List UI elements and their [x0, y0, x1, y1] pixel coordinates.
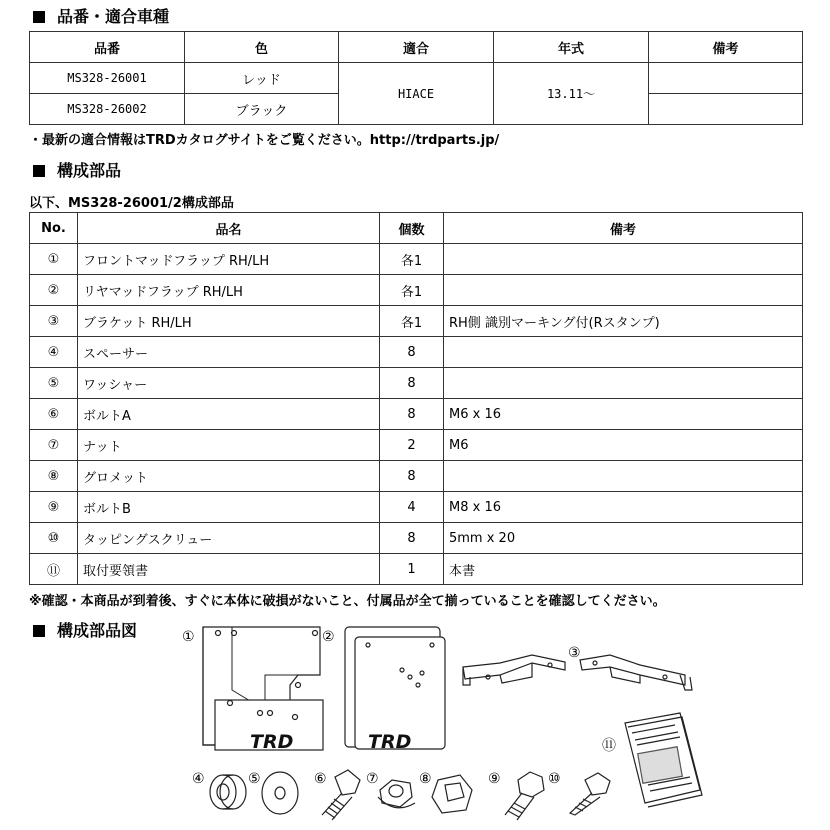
instruction-booklet-figure: [625, 713, 702, 807]
square-bullet-icon: [33, 165, 45, 177]
confirm-note: ※確認・本商品が到着後、すぐに本体に破損がないこと、付属品が全て揃っていることを確認してください。: [29, 594, 666, 609]
diagram-label-3: ③: [568, 645, 581, 661]
component-no-cell: ②: [30, 275, 78, 306]
components-table: [29, 212, 803, 585]
component-name-cell: スペーサー: [78, 337, 380, 368]
component-no-cell: ⑨: [30, 492, 78, 523]
component-name-cell: フロントマッドフラップ RH/LH: [78, 244, 380, 275]
component-name-cell: ワッシャー: [78, 368, 380, 399]
table-row: [30, 337, 803, 368]
component-remarks-cell: [444, 275, 803, 306]
component-qty-cell: 8: [380, 337, 444, 368]
remarks-cell: [649, 94, 803, 125]
component-qty-cell: 8: [380, 523, 444, 554]
component-no-cell: ③: [30, 306, 78, 337]
diagram-label-7: ⑦: [366, 771, 379, 787]
component-name-cell: 取付要領書: [78, 554, 380, 585]
diagram-label-9: ⑨: [488, 771, 501, 787]
component-no-cell: ⑥: [30, 399, 78, 430]
remarks-cell: [649, 63, 803, 94]
component-name-cell: グロメット: [78, 461, 380, 492]
component-name-cell: ボルトB: [78, 492, 380, 523]
table-row: [30, 430, 803, 461]
component-name-cell: ブラケット RH/LH: [78, 306, 380, 337]
washer-figure: [262, 772, 298, 814]
component-qty-cell: 2: [380, 430, 444, 461]
fit-cell: HIACE: [339, 63, 494, 125]
table-row: [30, 63, 803, 94]
component-qty-cell: 各1: [380, 275, 444, 306]
section-heading-components: [33, 162, 121, 180]
component-remarks-cell: [444, 368, 803, 399]
section-title: 品番・適合車種: [57, 7, 170, 26]
components-subtitle: 以下、MS328-26001/2構成部品: [29, 196, 234, 211]
diagram-label-1: ①: [182, 629, 195, 645]
diagram-label-2: ②: [322, 629, 335, 645]
year-cell: 13.11〜: [494, 63, 649, 125]
component-qty-cell: 4: [380, 492, 444, 523]
component-qty-cell: 各1: [380, 244, 444, 275]
part-no-cell: MS328-26001: [30, 63, 185, 94]
component-remarks-cell: M6: [444, 430, 803, 461]
table-header-row: [30, 213, 803, 244]
component-no-cell: ⑪: [30, 554, 78, 585]
header-year: 年式: [494, 32, 649, 63]
section-heading-fitment: [33, 8, 169, 26]
square-bullet-icon: [33, 625, 45, 637]
color-cell: ブラック: [185, 94, 339, 125]
spacer-figure: [210, 775, 246, 809]
header-color: 色: [185, 32, 339, 63]
component-remarks-cell: [444, 461, 803, 492]
diagram-label-10: ⑩: [548, 771, 561, 787]
component-remarks-cell: RH側 識別マーキング付(Rスタンプ): [444, 306, 803, 337]
table-row: [30, 554, 803, 585]
diagram-label-11: ⑪: [602, 738, 616, 754]
component-no-cell: ④: [30, 337, 78, 368]
diagram-label-5: ⑤: [248, 771, 261, 787]
component-remarks-cell: 本書: [444, 554, 803, 585]
fitment-table: [29, 31, 803, 125]
section-heading-diagram: [33, 622, 137, 640]
component-no-cell: ⑩: [30, 523, 78, 554]
table-row: [30, 368, 803, 399]
header-no: No.: [30, 213, 78, 244]
table-row: [30, 399, 803, 430]
component-no-cell: ⑧: [30, 461, 78, 492]
bolt-a-figure: [322, 770, 360, 820]
catalog-info-note: ・最新の適合情報はTRDカタログサイトをご覧ください。http://trdparts.jp/: [29, 133, 500, 148]
section-title: 構成部品: [57, 161, 122, 180]
component-no-cell: ①: [30, 244, 78, 275]
diagram-label-4: ④: [192, 771, 205, 787]
trd-logo-front: TRD: [250, 731, 294, 753]
component-qty-cell: 1: [380, 554, 444, 585]
parts-diagram: [170, 615, 710, 825]
component-qty-cell: 8: [380, 399, 444, 430]
component-qty-cell: 8: [380, 461, 444, 492]
header-remarks: 備考: [444, 213, 803, 244]
tapping-screw-figure: [570, 773, 610, 815]
component-name-cell: リヤマッドフラップ RH/LH: [78, 275, 380, 306]
component-remarks-cell: [444, 244, 803, 275]
header-qty: 個数: [380, 213, 444, 244]
table-header-row: [30, 32, 803, 63]
header-remarks: 備考: [649, 32, 803, 63]
header-fit: 適合: [339, 32, 494, 63]
table-row: [30, 275, 803, 306]
nut-figure: [378, 780, 415, 808]
header-name: 品名: [78, 213, 380, 244]
component-qty-cell: 各1: [380, 306, 444, 337]
grommet-figure: [432, 775, 472, 813]
diagram-label-6: ⑥: [314, 771, 327, 787]
component-name-cell: ナット: [78, 430, 380, 461]
component-qty-cell: 8: [380, 368, 444, 399]
component-remarks-cell: M8 x 16: [444, 492, 803, 523]
component-remarks-cell: M6 x 16: [444, 399, 803, 430]
part-no-cell: MS328-26002: [30, 94, 185, 125]
component-remarks-cell: 5mm x 20: [444, 523, 803, 554]
color-cell: レッド: [185, 63, 339, 94]
table-row: [30, 492, 803, 523]
table-row: [30, 523, 803, 554]
header-part-no: 品番: [30, 32, 185, 63]
component-remarks-cell: [444, 337, 803, 368]
table-row: [30, 306, 803, 337]
section-title: 構成部品図: [57, 621, 138, 640]
component-name-cell: ボルトA: [78, 399, 380, 430]
table-row: [30, 244, 803, 275]
table-row: [30, 461, 803, 492]
component-no-cell: ⑤: [30, 368, 78, 399]
component-name-cell: タッピングスクリュー: [78, 523, 380, 554]
bolt-b-figure: [505, 772, 544, 820]
square-bullet-icon: [33, 11, 45, 23]
diagram-label-8: ⑧: [419, 771, 432, 787]
trd-logo-rear: TRD: [368, 731, 412, 753]
component-no-cell: ⑦: [30, 430, 78, 461]
